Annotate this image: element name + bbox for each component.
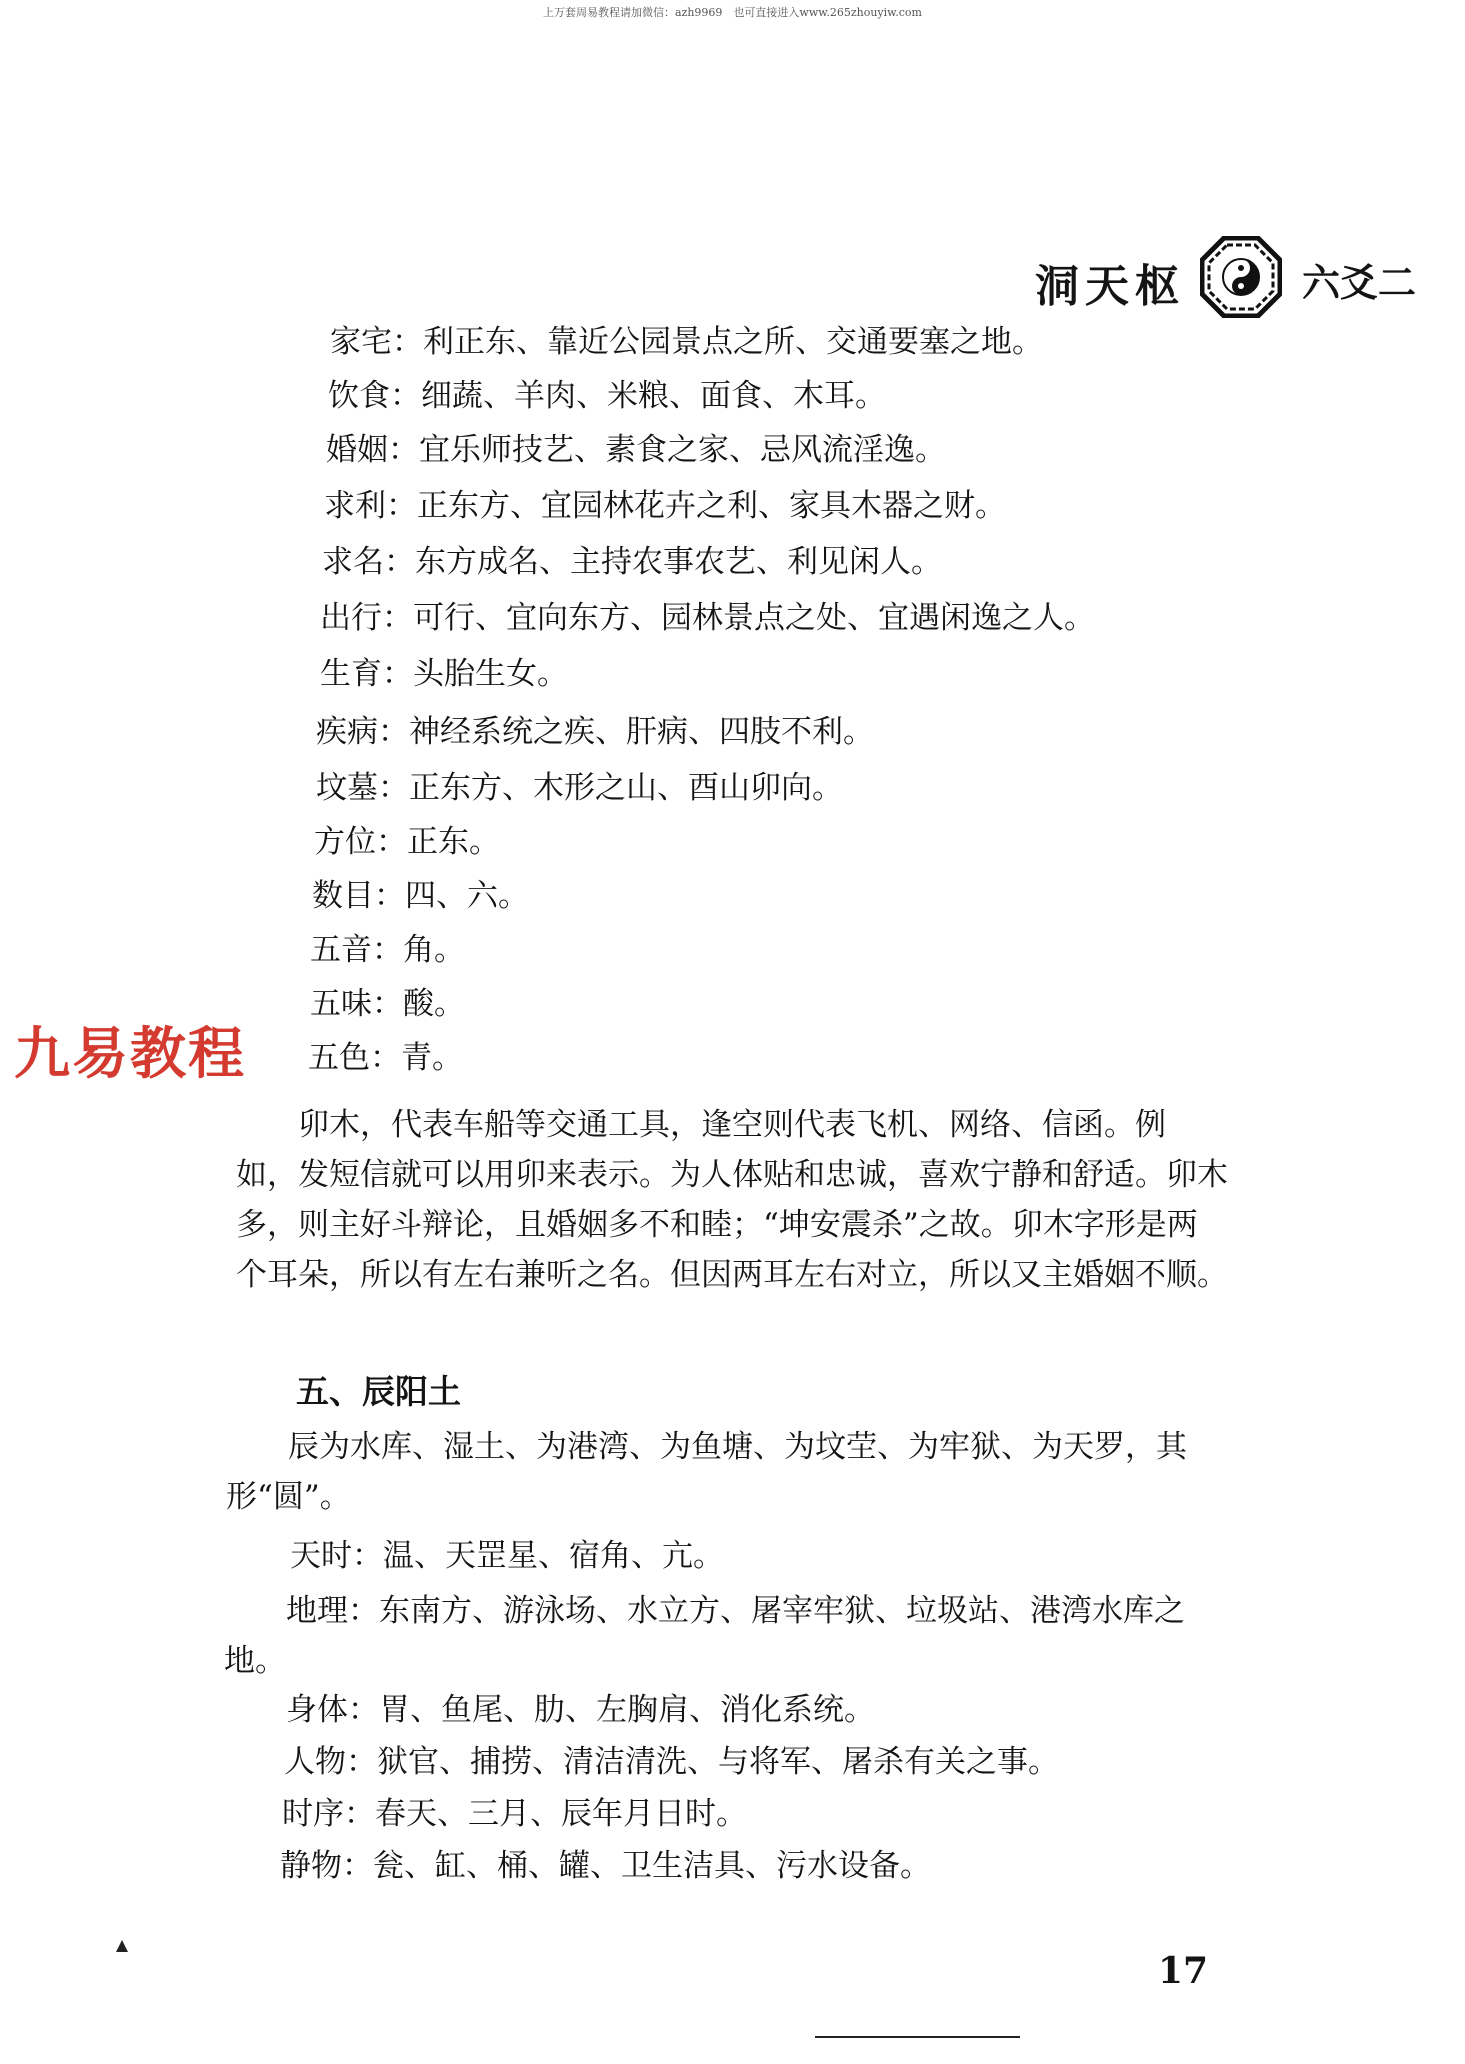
entry-text: 酸。 (403, 986, 465, 1022)
paragraph-line: 辰为水库、湿土、为港湾、为鱼塘、为坟茔、为牢狱、为天罗，其 (288, 1429, 1187, 1465)
entry-fangwei (314, 822, 500, 862)
entry-jingwu (280, 1846, 931, 1886)
book-title: 洞天枢 (1035, 261, 1185, 312)
paragraph-line: 卯木，代表车船等交通工具，逢空则代表飞机、网络、信函。例 (298, 1107, 1166, 1143)
section-heading: 五、辰阳土 (296, 1372, 461, 1411)
entry-hunyin (326, 430, 946, 470)
entry-text: 温、天罡星、宿角、亢。 (383, 1538, 724, 1574)
entry-text: 春天、三月、辰年月日时。 (375, 1796, 747, 1832)
entry-tianshi (290, 1536, 724, 1576)
entry-label: 人物： (284, 1744, 377, 1780)
page-number: 17 (1158, 1950, 1209, 1992)
entry-label: 时序： (282, 1796, 375, 1832)
entry-text: 东方成名、主持农事农艺、利见闲人。 (415, 544, 942, 580)
entry-shixu (282, 1794, 747, 1834)
paragraph-line: 地。 (224, 1643, 286, 1679)
entry-text: 细蔬、羊肉、米粮、面食、木耳。 (421, 378, 886, 414)
entry-label: 出行： (320, 600, 413, 636)
entry-text: 利正东、靠近公园景点之所、交通要塞之地。 (423, 324, 1043, 360)
entry-label: 身体： (286, 1692, 379, 1728)
entry-yinshi (328, 376, 886, 416)
chen-dili (224, 1586, 1244, 1686)
entry-wuwei (310, 984, 465, 1024)
entry-label: 求利： (324, 488, 417, 524)
bagua-emblem-icon (1200, 236, 1282, 318)
entry-text: 四、六。 (405, 878, 529, 914)
entry-label: 五色： (308, 1040, 401, 1076)
entry-wuse (308, 1038, 463, 1078)
chapter-label: 六爻二 (1302, 260, 1417, 305)
entry-shengyu (320, 654, 568, 694)
entry-label: 求名： (322, 544, 415, 580)
entry-label: 疾病： (316, 714, 409, 750)
watermark-logo: 九易教程 (14, 1022, 246, 1087)
entry-text: 角。 (403, 932, 465, 968)
entry-text: 正东方、宜园林花卉之利、家具木器之财。 (417, 488, 1006, 524)
entry-shenti (286, 1690, 875, 1730)
entry-text: 青。 (401, 1040, 463, 1076)
entry-label: 静物： (280, 1848, 373, 1884)
entry-text: 正东。 (407, 824, 500, 860)
entry-qiuming (322, 542, 942, 582)
entry-text: 狱官、捕捞、清洁清洗、与将军、屠杀有关之事。 (377, 1744, 1059, 1780)
entry-jibing (316, 712, 874, 752)
entry-label: 五音： (310, 932, 403, 968)
entry-jiazhai (330, 322, 1043, 362)
entry-text: 瓮、缸、桶、罐、卫生洁具、污水设备。 (373, 1848, 931, 1884)
entry-label: 天时： (290, 1538, 383, 1574)
paragraph-line: 地理：东南方、游泳场、水立方、屠宰牢狱、垃圾站、港湾水库之 (286, 1593, 1185, 1629)
entry-fenmu (316, 768, 843, 808)
entry-shumu (312, 876, 529, 916)
entry-label: 坟墓： (316, 770, 409, 806)
entry-label: 五味： (310, 986, 403, 1022)
entry-label: 饮食： (328, 378, 421, 414)
entry-text: 正东方、木形之山、酉山卯向。 (409, 770, 843, 806)
entry-text: 头胎生女。 (413, 656, 568, 692)
entry-text: 宜乐师技艺、素食之家、忌风流淫逸。 (419, 432, 946, 468)
entry-label: 生育： (320, 656, 413, 692)
entry-chuxing (320, 598, 1095, 638)
entry-label: 家宅： (330, 324, 423, 360)
entry-text: 可行、宜向东方、园林景点之处、宜遇闲逸之人。 (413, 600, 1095, 636)
entry-wuyin (310, 930, 465, 970)
paragraph-line: 个耳朵，所以有左右兼听之名。但因两耳左右对立，所以又主婚姻不顺。 (236, 1257, 1228, 1293)
entry-renwu (284, 1742, 1059, 1782)
entry-label: 方位： (314, 824, 407, 860)
entry-text: 胃、鱼尾、肋、左胸肩、消化系统。 (379, 1692, 875, 1728)
mao-paragraph (236, 1100, 1246, 1300)
top-banner-note: 上万套周易教程请加微信：azh9969 也可直接进入www.265zhouyiw.com (542, 6, 922, 19)
entry-qiuli (324, 486, 1006, 526)
paragraph-line: 形“圆”。 (226, 1479, 351, 1515)
entry-label: 婚姻： (326, 432, 419, 468)
scan-corner-mark (116, 1940, 128, 1952)
paragraph-line: 如，发短信就可以用卯来表示。为人体贴和忠诚，喜欢宁静和舒适。卯木 (236, 1157, 1228, 1193)
entry-text: 神经系统之疾、肝病、四肢不利。 (409, 714, 874, 750)
paragraph-line: 多，则主好斗辩论，且婚姻多不和睦；“坤安震杀”之故。卯木字形是两 (236, 1207, 1198, 1243)
footer-rule (815, 2036, 1020, 2038)
chen-intro (226, 1422, 1246, 1522)
entry-label: 数目： (312, 878, 405, 914)
